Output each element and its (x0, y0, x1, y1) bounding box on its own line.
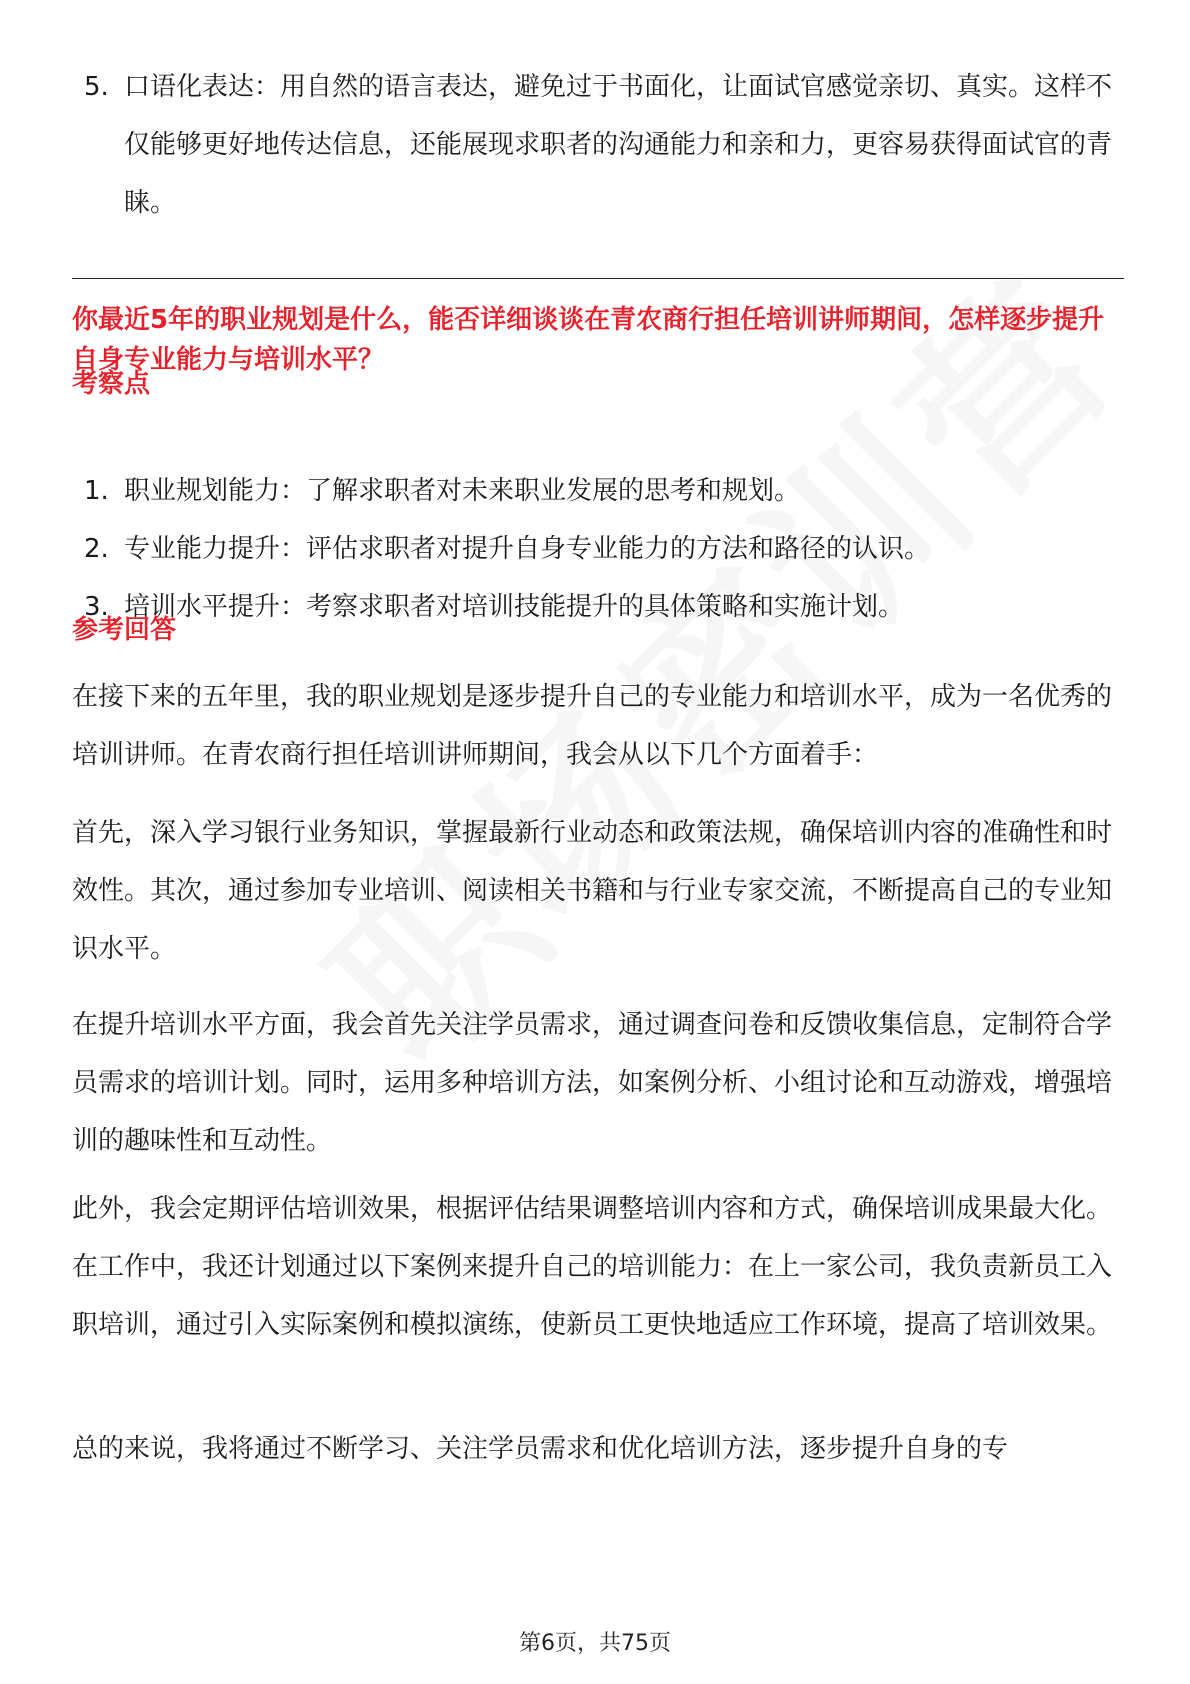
answer-paragraph: 总的来说，我将通过不断学习、关注学员需求和优化培训方法，逐步提升自身的专 (72, 1434, 1009, 1464)
answer-paragraph: 在提升培训水平方面，我会首先关注学员需求，通过调查问卷和反馈收集信息，定制符合学员需求的培训计划。同时，运用多种培训方法，如案例分析、小组讨论和互动游戏，增强培训的趣味性和互动性。 (72, 1010, 1113, 1156)
intro-list-item (84, 58, 1124, 232)
list-number: 1. (84, 476, 109, 506)
answer-label: 参考回答 (72, 615, 177, 645)
list-item (84, 462, 1124, 520)
list-number: 5. (84, 72, 109, 102)
section-divider (72, 278, 1124, 279)
answer-paragraph: 在接下来的五年里，我的职业规划是逐步提升自己的专业能力和培训水平，成为一名优秀的培训讲师。在青农商行担任培训讲师期间，我会从以下几个方面着手： (72, 682, 1113, 770)
page-footer: 第6页，共75页 (519, 1631, 671, 1656)
list-item-text: 培训水平提升：考察求职者对培训技能提升的具体策略和实施计划。 (124, 592, 905, 622)
list-item (84, 578, 1124, 636)
list-item-text: 职业规划能力：了解求职者对未来职业发展的思考和规划。 (124, 476, 801, 506)
list-item (84, 520, 1124, 578)
exam-points-label: 考察点 (72, 369, 151, 399)
list-item-text: 专业能力提升：评估求职者对提升自身专业能力的方法和路径的认识。 (124, 534, 931, 564)
answer-paragraph: 此外，我会定期评估培训效果，根据评估结果调整培训内容和方式，确保培训成果最大化。在工作中，我还计划通过以下案例来提升自己的培训能力：在上一家公司，我负责新员工入职培训，通过引入实际案例和模拟演练，使新员工更快地适应工作环境，提高了培训效果。 (72, 1194, 1113, 1340)
list-number: 3. (84, 592, 109, 622)
question-heading: 你最近5年的职业规划是什么，能否详细谈谈在青农商行担任培训讲师期间，怎样逐步提升自身专业能力与培训水平？ (72, 305, 1105, 375)
answer-paragraph: 首先，深入学习银行业务知识，掌握最新行业动态和政策法规，确保培训内容的准确性和时效性。其次，通过参加专业培训、阅读相关书籍和与行业专家交流，不断提高自己的专业知识水平。 (72, 818, 1113, 964)
list-item-text: 口语化表达：用自然的语言表达，避免过于书面化，让面试官感觉亲切、真实。这样不仅能够更好地传达信息，还能展现求职者的沟通能力和亲和力，更容易获得面试官的青睐。 (124, 72, 1113, 218)
exam-points-list (84, 462, 1124, 636)
list-number: 2. (84, 534, 109, 564)
